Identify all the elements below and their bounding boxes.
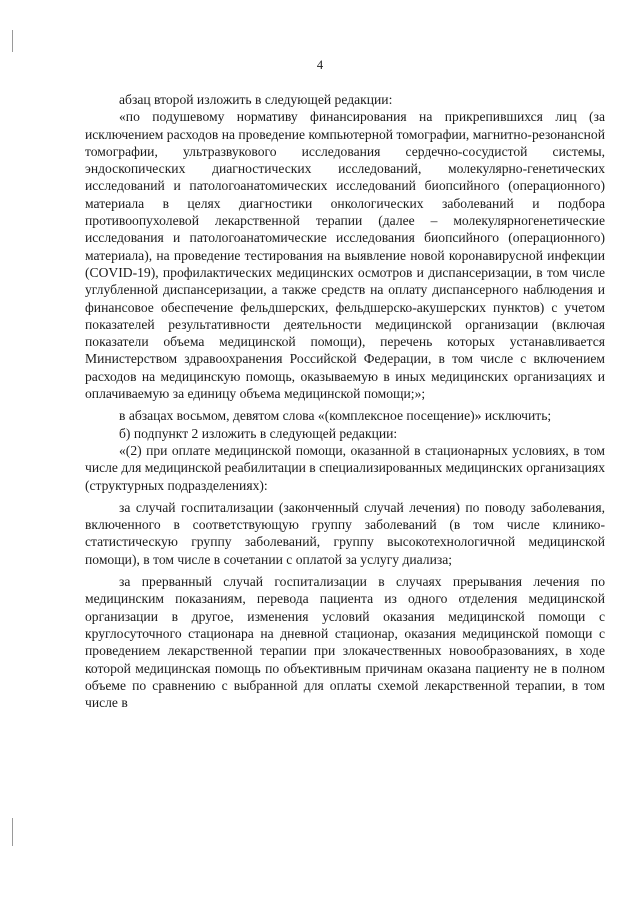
page-number: 4 xyxy=(316,58,324,72)
paragraph-interrupted-case: за прерванный случай госпитализации в случаях прерывания лечения по медицинским показаниям, перевода пациента из одного отделения медицинской организации в другое, изменения условий оказания медицинской помощи с круглосуточного стационара на дневной стационар, оказания медицинской помощи с проведением лекарственной терапии при злокачественных новообразованиях, в ходе которой медицинская помощь по объективным причинам оказана пациенту не в полном объеме по сравнению с выбранной для оплаты схемой лекарственной терапии, в том числе в xyxy=(85,574,605,711)
paragraph-intro: абзац второй изложить в следующей редакции: xyxy=(119,92,393,107)
paragraph-subitem-2: «(2) при оплате медицинской помощи, оказанной в стационарных условиях, в том числе для медицинской реабилитации в специализированных медицинских организациях (структурных подразделениях): xyxy=(85,442,605,493)
scan-mark-bottom-left xyxy=(12,818,13,846)
paragraph-subitem-b: б) подпункт 2 изложить в следующей редакции: xyxy=(119,425,398,441)
paragraph-exclude: в абзацах восьмом, девятом слова «(комплексное посещение)» исключить; xyxy=(119,408,552,424)
document-body xyxy=(85,91,605,711)
scan-mark-top-left xyxy=(12,30,13,52)
paragraph-quoted-norm: «по подушевому нормативу финансирования на прикрепившихся лиц (за исключением расходов на проведение компьютерной томографии, магнитно-резонансной томографии, ультразвукового исследования сердечно-сосудистой системы, эндоскопических диагностических исследований, молекулярно-генетических исследований и патологоанатомических исследований биопсийного (операционного) материала в целях диагностики онкологических заболеваний и подбора противоопухолевой лекарственной терапии (далее – молекулярногенетические исследования и патологоанатомические исследования биопсийного (операционного) материала), на проведение тестирования на выявление новой коронавирусной инфекции (COVID-19), профилактических медицинских осмотров и диспансеризации, в том числе углубленной диспансеризации, а также средств на оплату диспансерного наблюдения и финансовое обеспечение фельдшерских, фельдшерско-акушерских пунктов) с учетом показателей результативности деятельности медицинской организации (включая показатели объема медицинской помощи), перечень которых устанавливается Министерством здравоохранения Российской Федерации, в том числе с включением расходов на медицинскую помощь, оказываемую в иных медицинских организациях и оплачиваемую за единицу объема медицинской помощи;»; xyxy=(85,109,605,402)
paragraph-hospitalization-case: за случай госпитализации (законченный случай лечения) по поводу заболевания, включенного в соответствующую группу заболеваний (в том числе клинико-статистическую группу заболеваний, группу высокотехнологичной медицинской помощи), в том числе в сочетании с оплатой за услугу диализа; xyxy=(85,499,605,567)
